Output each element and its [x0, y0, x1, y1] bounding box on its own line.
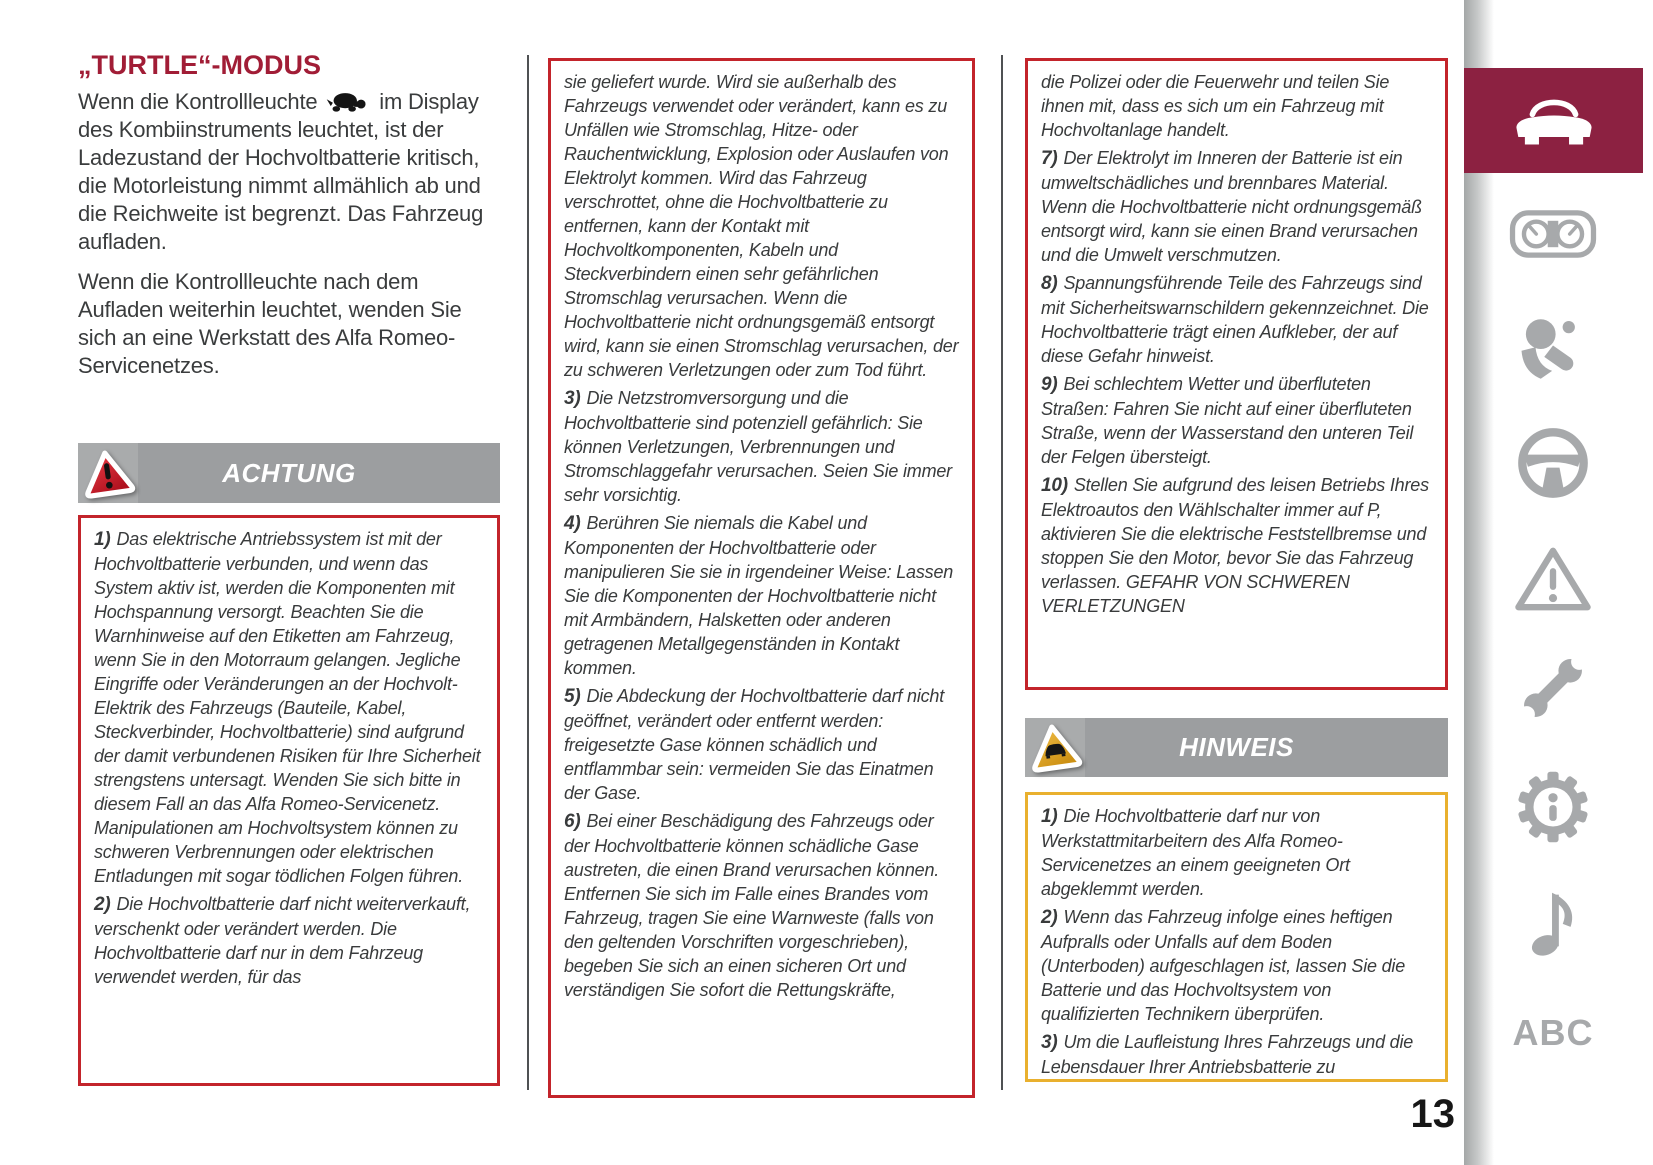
- warning-item-8-number: 8): [1041, 273, 1058, 294]
- warning-item-5: [564, 684, 959, 805]
- warning-item-9-number: 9): [1041, 374, 1058, 395]
- note-box: [1025, 792, 1448, 1082]
- warning-item-4-text: Berühren Sie niemals die Kabel und Komponenten der Hochvoltbatterie oder manipulieren Sie sie in irgendeiner Weise: Lassen Sie die Komponenten der Hochvoltbatterie nicht mit Armbändern, Halsketten oder anderen getragenen Metallgegenständen in Kontakt kommen.: [564, 513, 954, 678]
- page-spine-gradient: [1464, 0, 1494, 1165]
- intro-paragraph-2: Wenn die Kontrollleuchte nach dem Aufladen weiterhin leuchtet, wenden Sie sich an eine Werkstatt des Alfa Romeo-Servicenetzes.: [78, 269, 462, 378]
- warning-box-left: [78, 515, 500, 1086]
- warning-item-6cont-text: die Polizei oder die Feuerwehr und teilen Sie ihnen mit, dass es sich um ein Fahrzeug mit Hochvoltanlage handelt.: [1041, 72, 1390, 140]
- warning-item-8: [1041, 271, 1432, 368]
- note-item-1: [1041, 804, 1432, 901]
- warning-item-2cont-text: sie geliefert wurde. Wird sie außerhalb des Fahrzeugs verwendet oder verändert, kann es zu Unfällen wie Stromschlag, Hitze- oder Rauchentwicklung, Explosion oder Auslaufen von Elektrolyt kommen. Wird das Fahrzeug verschrottet, ohne die Hochvoltbatterie zu entfernen, kann der Kontakt mit Hochvoltkomponenten, Kabeln und Steckverbindern einen sehr gefährlichen Stromschlag verursachen. Wenn die Hochvoltbatterie nicht ordnungsgemäß entsorgt wird, kann sie einen Stromschlag verursachen, der zu schweren Verletzungen oder zum Tod führt.: [564, 72, 959, 380]
- sidebar-tab-alphabetical-index[interactable]: ABC: [1512, 1012, 1594, 1053]
- note-item-3-number: 3): [1041, 1032, 1058, 1053]
- turtle-indicator-icon: [326, 90, 370, 114]
- warning-item-3: [564, 386, 959, 507]
- note-item-2: [1041, 905, 1432, 1026]
- page-title: „TURTLE“-MODUS: [78, 50, 321, 80]
- warning-box-right: [1025, 58, 1448, 690]
- note-item-3: [1041, 1030, 1432, 1079]
- warning-item-6: [564, 809, 959, 1002]
- warning-item-7-number: 7): [1041, 148, 1058, 169]
- warning-item-9-text: Bei schlechtem Wetter und überfluteten Straßen: Fahren Sie nicht auf einer überfluteten Straße, wenn der Wasserstand den unteren Teil der Felgen übersteigt.: [1041, 374, 1414, 467]
- intro-paragraph-1-rest: im Display des Kombiinstruments leuchtet, ist der Ladezustand der Hochvoltbatterie kritisch, die Motorleistung nimmt allmählich ab und die Reichweite ist begrenzt. Das Fahrzeug aufladen.: [78, 89, 484, 254]
- instrument-cluster-icon: [1509, 205, 1597, 263]
- sidebar-tab-service-wrench[interactable]: [1508, 650, 1598, 726]
- column-divider-2: [1001, 55, 1003, 1090]
- intro-text: [78, 88, 490, 392]
- sidebar-tab-airbag-safety[interactable]: [1508, 312, 1598, 386]
- sidebar-tab-audio[interactable]: [1508, 881, 1598, 959]
- warning-item-6-continued: [1041, 70, 1432, 142]
- warning-item-5-number: 5): [564, 686, 581, 707]
- column-divider-1: [527, 55, 529, 1090]
- car-front-icon: [1508, 90, 1600, 152]
- warning-item-1: [94, 527, 484, 888]
- note-item-1-number: 1): [1041, 806, 1058, 827]
- warning-item-2-text: Die Hochvoltbatterie darf nicht weiterverkauft, verschenkt oder verändert werden. Die Hochvoltbatterie darf nur in dem Fahrzeug verwendet werden, für das: [94, 894, 471, 987]
- note-header-label: HINWEIS: [1179, 732, 1294, 762]
- warning-box-middle: [548, 58, 975, 1098]
- music-note-icon: [1525, 881, 1581, 959]
- warning-item-2-continued: [564, 70, 959, 382]
- sidebar-tab-technical-info[interactable]: [1508, 768, 1598, 846]
- sidebar-tab-warning-triangle[interactable]: [1508, 543, 1598, 615]
- warning-item-1-text: Das elektrische Antriebssystem ist mit der Hochvoltbatterie verbunden, und wenn das System aktiv ist, werden die Komponenten mit Hochspannung versorgt. Beachten Sie die Warnhinweise auf den Etiketten am Fahrzeug, wenn Sie in den Motorraum gelangen. Jegliche Eingriffe oder Veränderungen an der Hochvolt-Elektrik des Fahrzeugs (Bauteile, Kabel, Steckverbinder, Hochvoltbatterie) sind aufgrund der damit verbundenen Risiken für Ihre Sicherheit strengstens untersagt. Wenden Sie sich bitte in diesem Fall an das Alfa Romeo-Servicenetz. Manipulationen am Hochvoltsystem können zu schweren Verbrennungen oder elektrischen Entladungen mit sogar tödlichen Folgen führen.: [94, 529, 481, 886]
- steering-wheel-icon: [1514, 424, 1592, 502]
- warning-item-2: [94, 892, 484, 989]
- note-item-1-text: Die Hochvoltbatterie darf nur von Werkstattmitarbeitern des Alfa Romeo-Servicenetzes an einem geeigneten Ort abgeklemmt werden.: [1041, 806, 1350, 899]
- warning-item-4-number: 4): [564, 513, 581, 534]
- gear-info-icon: [1514, 768, 1592, 846]
- warning-item-6-number: 6): [564, 811, 581, 832]
- warning-header-band: [78, 443, 500, 503]
- warning-item-8-text: Spannungsführende Teile des Fahrzeugs sind mit Sicherheitswarnschildern gekennzeichnet. Die Hochvoltbatterie trägt einen Aufkleber, der auf diese Gefahr hinweist.: [1041, 273, 1429, 366]
- sidebar-tab-instrument-cluster[interactable]: [1508, 205, 1598, 263]
- warning-item-10-text: Stellen Sie aufgrund des leisen Betriebs Ihres Elektroautos den Wählschalter immer auf P, aktivieren Sie die elektrische Feststellbremse und stoppen Sie den Motor, bevor Sie das Fahrzeug verlassen. GEFAHR VON SCHWEREN VERLETZUNGEN: [1041, 475, 1429, 616]
- warning-item-5-text: Die Abdeckung der Hochvoltbatterie darf nicht geöffnet, verändert oder entfernt werden: freigesetzte Gase können schädlich und entflammbar sein: vermeiden Sie das Einatmen der Gase.: [564, 686, 945, 803]
- wrench-icon: [1515, 650, 1591, 726]
- intro-paragraph-1: [78, 88, 490, 256]
- warning-item-3-number: 3): [564, 388, 581, 409]
- warning-item-3-text: Die Netzstromversorgung und die Hochvoltbatterie sind potenziell gefährlich: Sie können Verletzungen, Verbrennungen und Stromschlaggefahr verursachen. Seien Sie immer sehr vorsichtig.: [564, 388, 952, 505]
- warning-item-10-number: 10): [1041, 475, 1068, 496]
- page-number: 13: [1410, 1092, 1455, 1136]
- sidebar-tab-steering-wheel[interactable]: [1508, 424, 1598, 502]
- sidebar-tab-car-front-active[interactable]: [1464, 68, 1643, 173]
- warning-triangle-icon: [1513, 543, 1593, 615]
- note-item-2-number: 2): [1041, 907, 1058, 928]
- note-item-3-text: Um die Laufleistung Ihres Fahrzeugs und die Lebensdauer Ihrer Antriebsbatterie zu: [1041, 1032, 1414, 1077]
- warning-item-6-text: Bei einer Beschädigung des Fahrzeugs oder der Hochvoltbatterie können schädliche Gase austreten, die einen Brand verursachen können. Entfernen Sie sich im Falle eines Brandes vom Fahrzeug, tragen Sie eine Warnweste (falls von den geltenden Vorschriften vorgeschrieben), begeben Sie sich an einen sicheren Ort und verständigen Sie sofort die Rettungskräfte,: [564, 811, 940, 1000]
- warning-item-10: [1041, 473, 1432, 618]
- note-item-2-text: Wenn das Fahrzeug infolge eines heftigen Aufpralls oder Unfalls auf dem Boden (Unterboden) aufgeschlagen ist, lassen Sie die Batterie und das Hochvoltsystem von qualifizierten Technikern überprüfen.: [1041, 907, 1406, 1024]
- airbag-icon: [1511, 312, 1595, 386]
- warning-item-2-number: 2): [94, 894, 111, 915]
- warning-item-9: [1041, 372, 1432, 469]
- warning-header-label: ACHTUNG: [222, 457, 356, 488]
- warning-item-7-text: Der Elektrolyt im Inneren der Batterie ist ein umweltschädliches und brennbares Material. Wenn die Hochvoltbatterie nicht ordnungsgemäß entsorgt wird, kann sie einen Brand verursachen und die Umwelt verschmutzen.: [1041, 148, 1422, 265]
- warning-item-4: [564, 511, 959, 680]
- intro-paragraph-1-lead: Wenn die Kontrollleuchte: [78, 89, 318, 114]
- warning-item-7: [1041, 146, 1432, 267]
- note-header-band: [1025, 718, 1448, 777]
- warning-item-1-number: 1): [94, 529, 111, 550]
